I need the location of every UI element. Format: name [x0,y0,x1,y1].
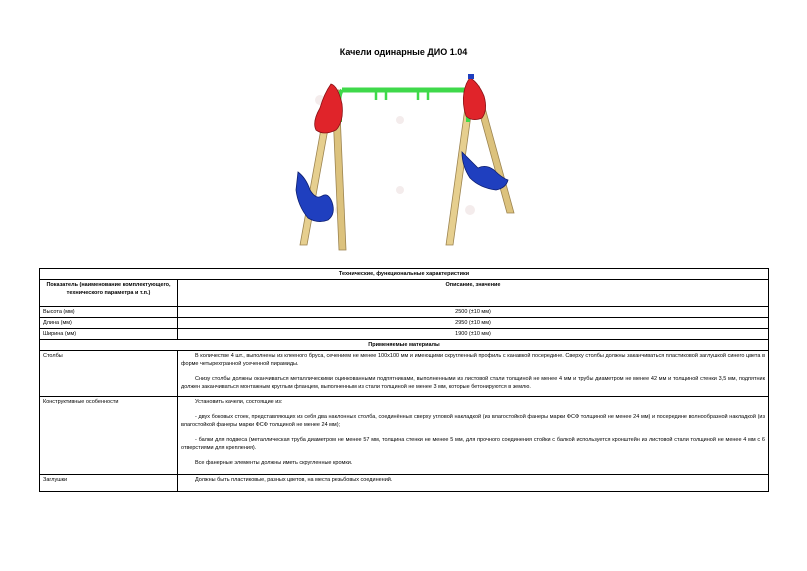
row-label: Длина (мм) [40,318,178,329]
row-value: 2950 (±10 мм) [178,318,769,329]
swing-beam [339,90,468,122]
table-row [40,318,769,329]
specifications-table [39,268,769,492]
table-row [40,329,769,340]
section-header-row [40,340,769,351]
construction-paragraph-1: Установить качели, состоящие из: [195,399,283,405]
section-header-row [40,269,769,280]
table-row [40,397,769,475]
plugs-paragraph: Должны быть пластиковые, разных цветов, на места резьбовых соединений. [195,477,393,483]
table-row [40,351,769,397]
row-value: 1900 (±10 мм) [178,329,769,340]
row-label-posts: Столбы [40,351,178,397]
posts-paragraph-2: Снизу столбы должны оканчиваться металлическими оцинкованными подпятниками, выполненными из листовой стали толщиной не менее 4 мм и трубы диаметром не менее 42 мм и толщиной стенки 3,5 мм, подпятник должен заканчиваться монтажным круглым фланцем, выполненным из стали толщиной не менее 3 мм, которые бетонируются в землю. [181,376,765,390]
table-row [40,475,769,492]
construction-paragraph-3: - балки для подвеса (металлическая труба диаметром не менее 57 мм, толщина стенки не менее 5 мм, для прочного соединения стойки с балкой используется кронштейн из листовой стали толщиной не менее 4 мм с 6 отверстиями для крепления). [181,437,765,451]
table-row [40,307,769,318]
post-cap [468,74,474,79]
row-value-construction [178,397,769,475]
document-title: Качели одинарные ДИО 1.04 [339,47,468,57]
column-header-row [40,280,769,307]
posts-paragraph-1: В количестве 4 шт., выполнены из клееного бруса, сечением не менее 100х100 мм и имеющими скругленный профиль с канавкой посередине. Сверху столбы должны заканчиваться пластиковой заглушкой синего цвета в форме четырехгранной усеченной пирамиды. [181,353,765,367]
row-value-posts [178,351,769,397]
section-header-materials: Применяемые материалы [40,340,769,351]
row-label-plugs: Заглушки [40,475,178,492]
col-header-parameter: Показатель (наименование комплектующего, технического параметра и т.п.) [40,280,178,307]
row-label: Высота (мм) [40,307,178,318]
swing-illustration [280,60,525,260]
row-value-plugs [178,475,769,492]
row-value: 2500 (±10 мм) [178,307,769,318]
construction-paragraph-4: Все фанерные элементы должны иметь скругленные кромки. [195,460,353,466]
section-header-characteristics: Технические, функциональные характеристики [40,269,769,280]
construction-paragraph-2: - двух боковых стоек, представляющих из себя два наклонных столба, соединённых сверху угловой накладкой (из влагостойкой фанеры марки ФСФ толщиной не менее 24 мм) и посередине волнообразной накладкой (из влагостойкой фанеры марки ФСФ толщиной не менее 24 мм); [181,414,765,428]
col-header-description: Описание, значение [178,280,769,307]
row-label: Ширина (мм) [40,329,178,340]
row-label-construction: Конструктивные особенности [40,397,178,475]
